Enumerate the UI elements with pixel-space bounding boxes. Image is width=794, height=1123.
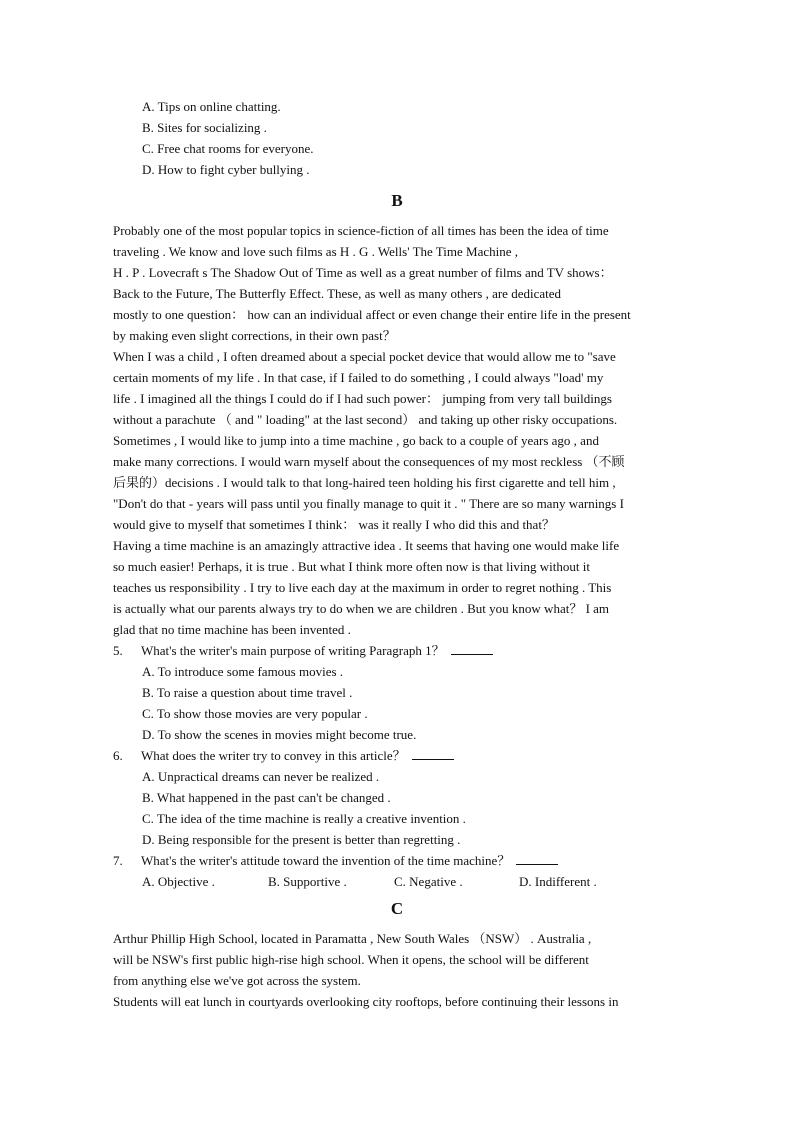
passage-line: mostly to one question： how can an individual affect or even change their entire life in the present bbox=[113, 307, 631, 322]
option-a: A. Tips on online chatting. bbox=[142, 99, 281, 114]
question-7-stem bbox=[141, 850, 558, 871]
passage-line: Having a time machine is an amazingly attractive idea . It seems that having one would make life bbox=[113, 538, 620, 553]
q5-option-b: B. To raise a question about time travel . bbox=[142, 685, 353, 700]
answer-blank[interactable] bbox=[412, 747, 454, 760]
q7-option-c: C. Negative . bbox=[394, 874, 463, 889]
question-6-stem bbox=[141, 745, 454, 766]
option-b: B. Sites for socializing . bbox=[142, 120, 267, 135]
question-6-text: What does the writer try to convey in this article？ bbox=[141, 748, 406, 763]
q7-option-b: B. Supportive . bbox=[268, 874, 347, 889]
passage-line: so much easier! Perhaps, it is true . But what I think more often now is that living without it bbox=[113, 559, 590, 574]
question-5-number: 5. bbox=[113, 643, 123, 658]
option-c: C. Free chat rooms for everyone. bbox=[142, 141, 314, 156]
q7-option-a: A. Objective . bbox=[142, 874, 215, 889]
passage-line: Probably one of the most popular topics in science-fiction of all times has been the idea of time bbox=[113, 223, 609, 238]
passage-line: would give to myself that sometimes I think： was it really I who did this and that？ bbox=[113, 517, 555, 532]
q6-option-b: B. What happened in the past can't be changed . bbox=[142, 790, 391, 805]
passage-line: by making even slight corrections, in their own past？ bbox=[113, 328, 396, 343]
passage-line: from anything else we've got across the system. bbox=[113, 973, 361, 988]
q6-option-a: A. Unpractical dreams can never be realized . bbox=[142, 769, 380, 784]
passage-line: is actually what our parents always try to do when we are children . But you know what？ I am bbox=[113, 601, 610, 616]
passage-line: life . I imagined all the things I could do if I had such power： jumping from very tall buildings bbox=[113, 391, 612, 406]
passage-line: Back to the Future, The Butterfly Effect. These, as well as many others , are dedicated bbox=[113, 286, 561, 301]
answer-blank[interactable] bbox=[451, 642, 493, 655]
passage-line: glad that no time machine has been invented . bbox=[113, 622, 351, 637]
passage-line: traveling . We know and love such films as H . G . Wells' The Time Machine , bbox=[113, 244, 519, 259]
passage-line: without a parachute （ and " loading" at the last second） and taking up other risky occupations. bbox=[113, 412, 618, 427]
passage-line: When I was a child , I often dreamed about a special pocket device that would allow me to "save bbox=[113, 349, 616, 364]
passage-line: teaches us responsibility . I try to live each day at the maximum in order to regret nothing . This bbox=[113, 580, 612, 595]
passage-line: will be NSW's first public high-rise high school. When it opens, the school will be different bbox=[113, 952, 589, 967]
passage-line: certain moments of my life . In that case, if I failed to do something , I could always "load' my bbox=[113, 370, 604, 385]
q6-option-d: D. Being responsible for the present is better than regretting . bbox=[142, 832, 461, 847]
passage-line: H . P . Lovecraft s The Shadow Out of Time as well as a great number of films and TV shows： bbox=[113, 265, 613, 280]
passage-line: "Don't do that - years will pass until you finally manage to quit it . " There are so many warnings I bbox=[113, 496, 624, 511]
q7-option-d: D. Indifferent . bbox=[519, 874, 597, 889]
section-b-heading: B bbox=[391, 191, 403, 210]
option-d: D. How to fight cyber bullying . bbox=[142, 162, 310, 177]
passage-line: 后果的）decisions . I would talk to that long-haired teen holding his first cigarette and tell him , bbox=[113, 475, 616, 490]
passage-line: Arthur Phillip High School, located in Paramatta , New South Wales （NSW） . Australia , bbox=[113, 931, 592, 946]
q5-option-d: D. To show the scenes in movies might become true. bbox=[142, 727, 417, 742]
q5-option-a: A. To introduce some famous movies . bbox=[142, 664, 344, 679]
question-6-number: 6. bbox=[113, 748, 123, 763]
answer-blank[interactable] bbox=[516, 852, 558, 865]
passage-line: Students will eat lunch in courtyards overlooking city rooftops, before continuing their lessons in bbox=[113, 994, 619, 1009]
q6-option-c: C. The idea of the time machine is really a creative invention . bbox=[142, 811, 466, 826]
section-c-heading: C bbox=[390, 899, 404, 918]
passage-line: Sometimes , I would like to jump into a time machine , go back to a couple of years ago , and bbox=[113, 433, 599, 448]
question-7-number: 7. bbox=[113, 853, 123, 868]
q5-option-c: C. To show those movies are very popular . bbox=[142, 706, 368, 721]
question-5-stem bbox=[141, 640, 493, 661]
question-7-text: What's the writer's attitude toward the invention of the time machine？ bbox=[141, 853, 511, 868]
passage-line: make many corrections. I would warn myself about the consequences of my most reckless （不顾 bbox=[113, 454, 625, 469]
question-5-text: What's the writer's main purpose of writing Paragraph 1？ bbox=[141, 643, 445, 658]
